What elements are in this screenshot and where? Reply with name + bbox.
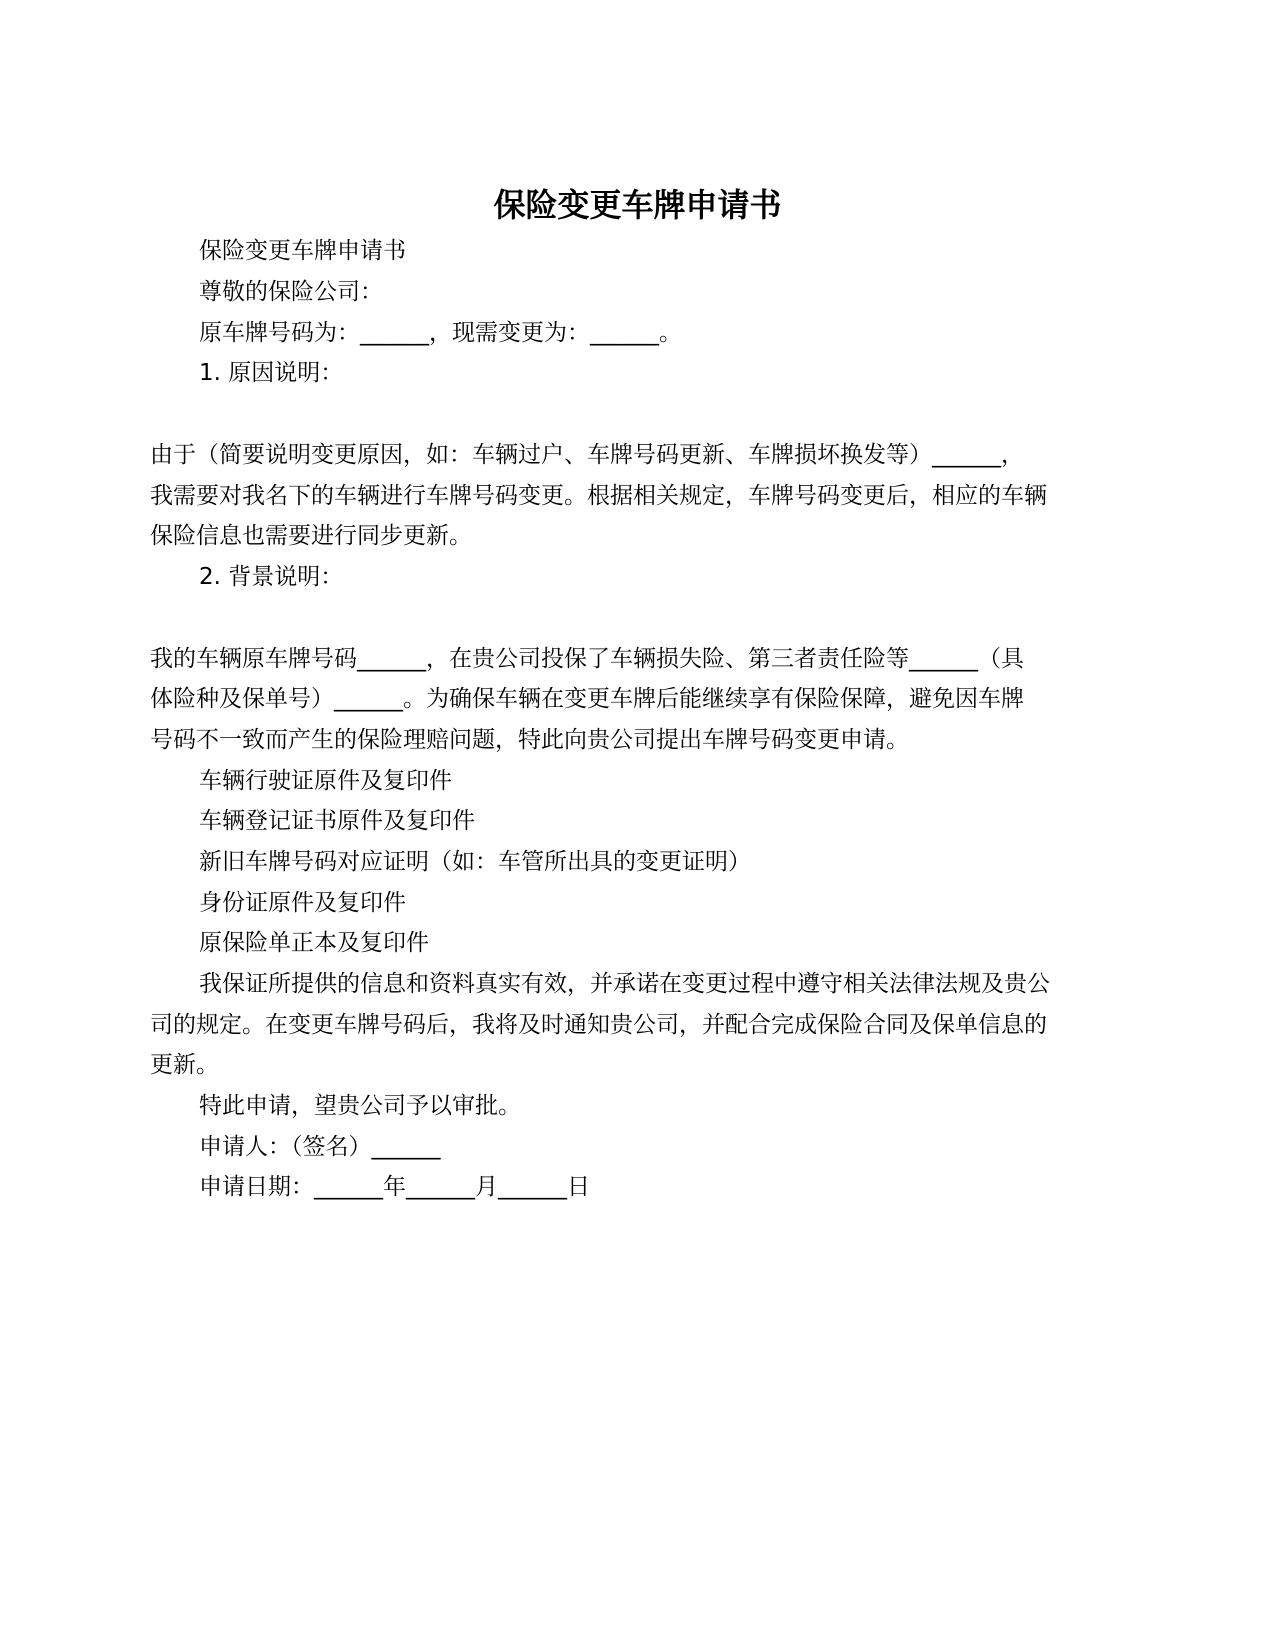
plate-number-line: 原车牌号码为：______，现需变更为：______。 — [199, 320, 682, 346]
material-item: 新旧车牌号码对应证明（如：车管所出具的变更证明） — [199, 849, 751, 875]
section-2-line: 我的车辆原车牌号码______，在贵公司投保了车辆损失险、第三者责任险等______（具 — [150, 646, 1024, 672]
section-1-line: 由于（简要说明变更原因，如：车辆过户、车牌号码更新、车牌损坏换发等）______， — [150, 442, 1024, 468]
material-item: 车辆登记证书原件及复印件 — [199, 808, 475, 834]
applicant-signature-line: 申请人：（签名）______ — [199, 1134, 441, 1160]
salutation: 尊敬的保险公司： — [199, 279, 383, 305]
material-item: 身份证原件及复印件 — [199, 890, 406, 916]
section-1-line: 保险信息也需要进行同步更新。 — [150, 523, 472, 549]
material-item: 车辆行驶证原件及复印件 — [199, 768, 452, 794]
closing-statement: 特此申请，望贵公司予以审批。 — [199, 1093, 521, 1119]
section-2-heading: 2. 背景说明： — [199, 564, 344, 590]
section-1-line: 我需要对我名下的车辆进行车牌号码变更。根据相关规定，车牌号码变更后，相应的车辆 — [150, 483, 1047, 509]
section-2-line: 体险种及保单号）______。为确保车辆在变更车牌后能继续享有保险保障，避免因车牌 — [150, 686, 1024, 712]
pledge-line: 司的规定。在变更车牌号码后，我将及时通知贵公司，并配合完成保险合同及保单信息的 — [150, 1012, 1047, 1038]
material-item: 原保险单正本及复印件 — [199, 930, 429, 956]
document-subtitle: 保险变更车牌申请书 — [199, 238, 406, 264]
application-date-line: 申请日期：______年______月______日 — [199, 1174, 590, 1200]
section-2-line: 号码不一致而产生的保险理赔问题，特此向贵公司提出车牌号码变更申请。 — [150, 727, 909, 753]
pledge-line: 我保证所提供的信息和资料真实有效，并承诺在变更过程中遵守相关法律法规及贵公 — [199, 971, 1050, 997]
document-title: 保险变更车牌申请书 — [493, 186, 782, 224]
pledge-line: 更新。 — [150, 1052, 219, 1078]
section-1-heading: 1. 原因说明： — [199, 360, 344, 386]
